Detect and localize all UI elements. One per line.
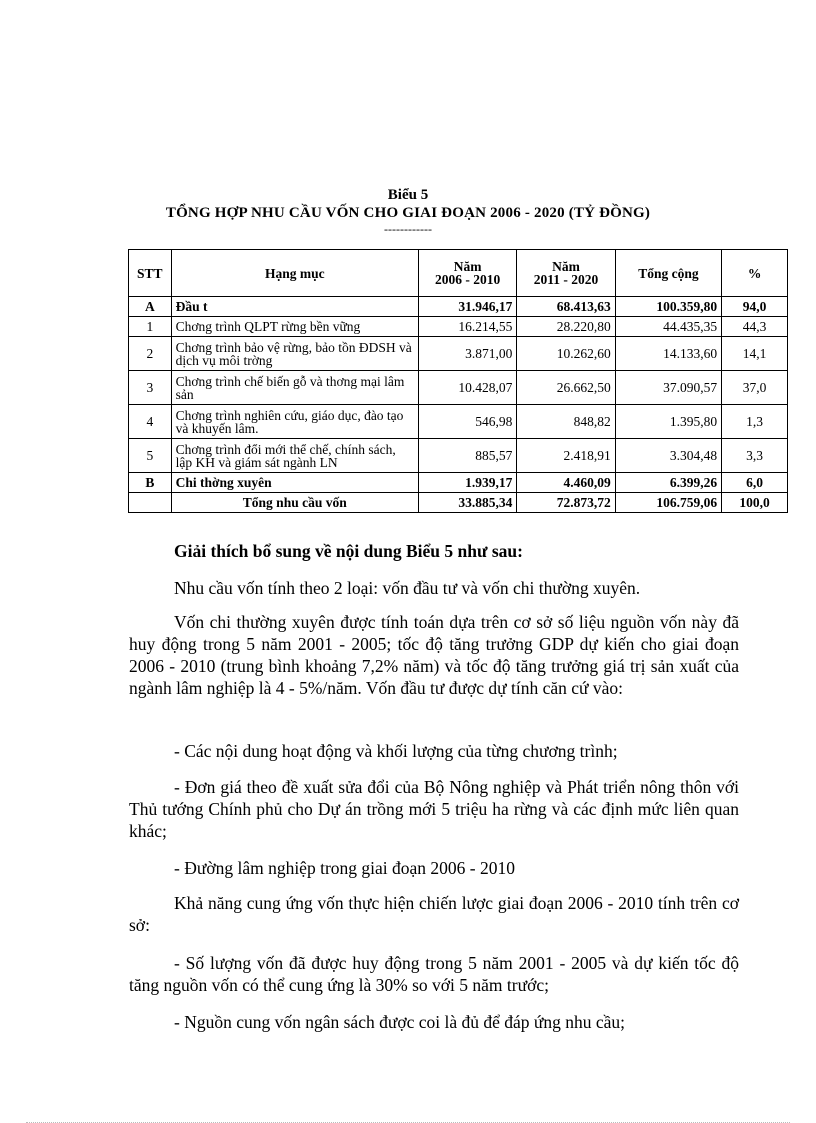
cell-total: 1.395,80 [615,405,721,439]
header-stt: STT [129,250,172,297]
cell-stt: B [129,473,172,493]
cell-item: Đầu t [171,297,418,317]
cell-period1: 1.939,17 [418,473,516,493]
cell-grand-total: 106.759,06 [615,493,721,513]
cell-percent: 1,3 [722,405,788,439]
table-total-row [129,493,788,513]
cell-period2: 2.418,91 [517,439,615,473]
cell-stt: 5 [129,439,172,473]
cell-period1: 546,98 [418,405,516,439]
table-row [129,405,788,439]
cell-item: Chơng trình QLPT rừng bền vững [171,317,418,337]
cell-period1: 31.946,17 [418,297,516,317]
capital-needs-table [128,249,788,513]
cell-stt-empty [129,493,172,513]
header-item: Hạng mục [171,250,418,297]
cell-stt: A [129,297,172,317]
cell-total-label: Tổng nhu cầu vốn [171,493,418,513]
cell-period1: 3.871,00 [418,337,516,371]
header-period1-line2: 2006 - 2010 [434,272,501,287]
header-percent: % [722,250,788,297]
cell-percent: 44,3 [722,317,788,337]
table-row [129,371,788,405]
cell-total-percent: 100,0 [722,493,788,513]
cell-percent: 6,0 [722,473,788,493]
cell-period1: 885,57 [418,439,516,473]
header-total: Tổng cộng [615,250,721,297]
header-period2-line2: 2011 - 2020 [533,272,599,287]
cell-percent: 37,0 [722,371,788,405]
cell-stt: 3 [129,371,172,405]
cell-total: 14.133,60 [615,337,721,371]
cell-stt: 2 [129,337,172,371]
cell-percent: 14,1 [722,337,788,371]
title-underline: ------------ [384,222,432,236]
cell-period2: 28.220,80 [517,317,615,337]
header-period2-line1: Năm [552,259,580,274]
table-header-row [129,250,788,297]
table-row [129,317,788,337]
header-period-2011-2020 [517,250,615,297]
table-row [129,337,788,371]
cell-percent: 94,0 [722,297,788,317]
cell-total-period2: 72.873,72 [517,493,615,513]
bullet-paragraph: - Số lượng vốn đã được huy động trong 5 năm 2001 - 2005 và dự kiến tốc độ tăng nguồn vốn có thể cung ứng là 30% so với 5 năm trước; [129,953,739,995]
cell-period2: 10.262,60 [517,337,615,371]
paragraph: Khả năng cung ứng vốn thực hiện chiến lược giai đoạn 2006 - 2010 tính trên cơ sở: [129,893,739,935]
cell-total: 44.435,35 [615,317,721,337]
bullet-paragraph: - Nguồn cung vốn ngân sách được coi là đủ để đáp ứng nhu cầu; [174,1012,626,1032]
cell-period2: 848,82 [517,405,615,439]
header-period1-line1: Năm [453,259,482,274]
cell-period2: 68.413,63 [517,297,615,317]
cell-total: 3.304,48 [615,439,721,473]
cell-total: 100.359,80 [615,297,721,317]
bullet-paragraph: - Đơn giá theo đề xuất sửa đổi của Bộ Nông nghiệp và Phát triển nông thôn với Thủ tướng Chính phủ cho Dự án trồng mới 5 triệu ha rừng và các định mức liên quan khác; [129,777,739,841]
table-title: TỔNG HỢP NHU CẦU VỐN CHO GIAI ĐOẠN 2006 - 2020 (TỶ ĐỒNG) [165,205,651,221]
cell-item: Chi thờng xuyên [171,473,418,493]
table-row [129,439,788,473]
table-label: Biểu 5 [387,187,429,203]
cell-total: 6.399,26 [615,473,721,493]
cell-stt: 4 [129,405,172,439]
paragraph: Vốn chi thường xuyên được tính toán dựa trên cơ sở số liệu nguồn vốn này đã huy động trong 5 năm 2001 - 2005; tốc độ tăng trưởng GDP dự kiến cho giai đoạn 2006 - 2010 (trung bình khoảng 7,2% năm) và tốc độ tăng trưởng giá trị sản xuất của ngành lâm nghiệp là 4 - 5%/năm. Vốn đầu tư được dự tính căn cứ vào: [129,612,739,698]
cell-total: 37.090,57 [615,371,721,405]
cell-stt: 1 [129,317,172,337]
table-row [129,473,788,493]
paragraph: Nhu cầu vốn tính theo 2 loại: vốn đầu tư và vốn chi thường xuyên. [174,578,641,598]
cell-total-period1: 33.885,34 [418,493,516,513]
cell-item: Chơng trình bảo vệ rừng, bảo tồn ĐDSH và dịch vụ môi trờng [171,337,418,371]
cell-item: Chơng trình chế biến gỗ và thơng mại lâm sản [171,371,418,405]
cell-percent: 3,3 [722,439,788,473]
bullet-paragraph: - Đường lâm nghiệp trong giai đoạn 2006 - 2010 [174,858,515,878]
cell-period1: 16.214,55 [418,317,516,337]
bullet-paragraph: - Các nội dung hoạt động và khối lượng của từng chương trình; [174,741,618,761]
cell-period1: 10.428,07 [418,371,516,405]
cell-item: Chơng trình nghiên cứu, giáo dục, đào tạo và khuyến lâm. [171,405,418,439]
cell-period2: 26.662,50 [517,371,615,405]
table-row [129,297,788,317]
cell-period2: 4.460,09 [517,473,615,493]
header-period-2006-2010 [418,250,516,297]
explanation-heading: Giải thích bổ sung về nội dung Biểu 5 như sau: [174,541,523,561]
cell-item: Chơng trình đổi mới thể chế, chính sách, lập KH và giám sát ngành LN [171,439,418,473]
